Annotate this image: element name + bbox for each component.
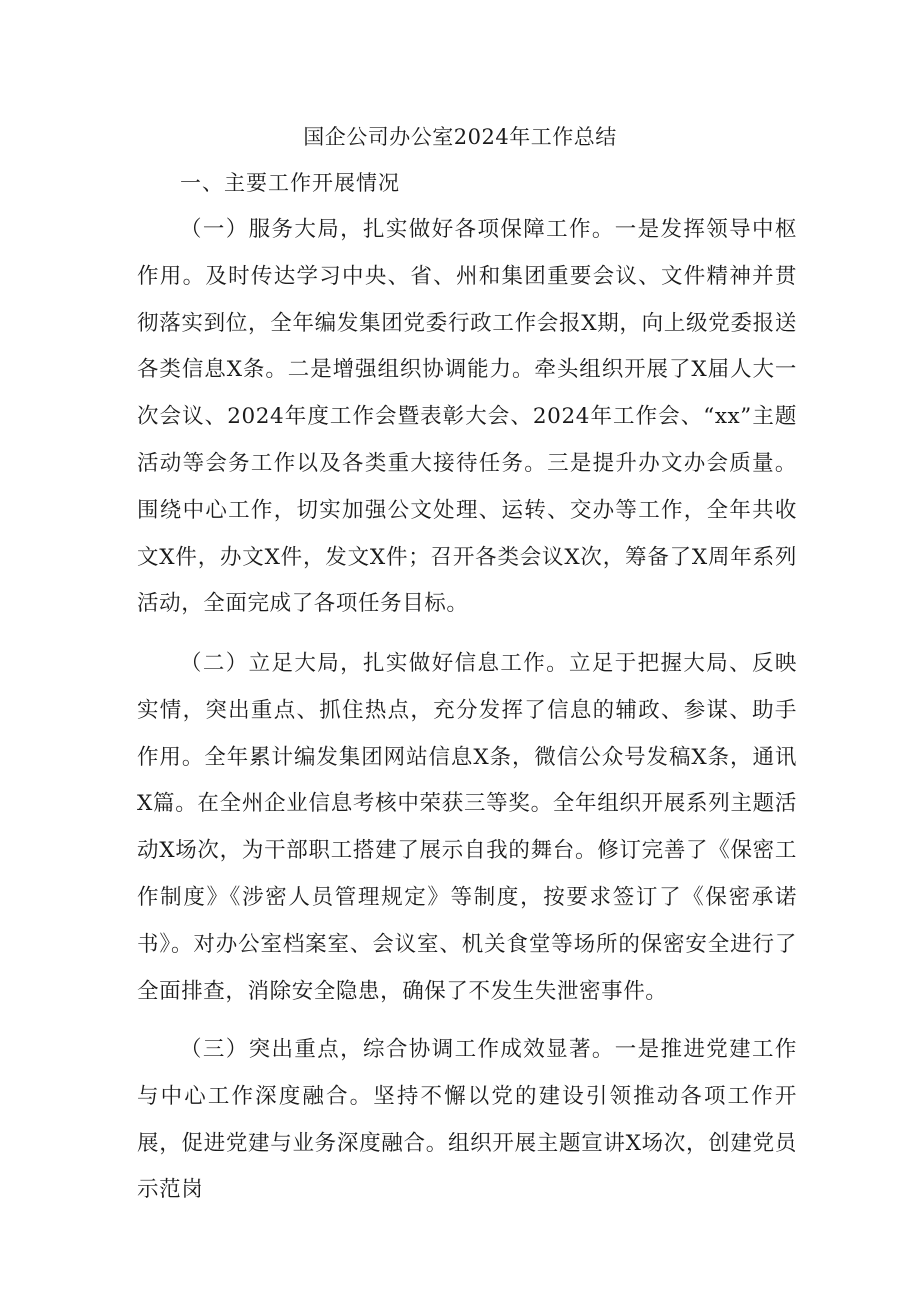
paragraph-coordination-work: （三）突出重点，综合协调工作成效显著。一是推进党建工作与中心工作深度融合。坚持不懈以党的建设引领推动各项工作开展，促进党建与业务深度融合。组织开展主题宣讲X场次，创建党员示范岗 bbox=[137, 1037, 797, 1203]
paragraph-service-overall: （一）服务大局，扎实做好各项保障工作。一是发挥领导中枢作用。及时传达学习中央、省、州和集团重要会议、文件精神并贯彻落实到位，全年编发集团党委行政工作会报X期，向上级党委报送各类信息X条。二是增强组织协调能力。牵头组织开展了X届人大一次会议、2024年度工作会暨表彰大会、2024年工作会、“xx”主题活动等会务工作以及各类重大接待任务。三是提升办文办会质量。围绕中心工作，切实加强公文处理、运转、交办等工作，全年共收文X件，办文X件，发文X件；召开各类会议X次，筹备了X周年系列活动，全面完成了各项任务目标。 bbox=[137, 217, 797, 617]
paragraph-information-work: （二）立足大局，扎实做好信息工作。立足于把握大局、反映实情，突出重点、抓住热点，充分发挥了信息的辅政、参谋、助手作用。全年累计编发集团网站信息X条，微信公众号发稿X条，通讯X篇。在全州企业信息考核中荣获三等奖。全年组织开展系列主题活动X场次，为干部职工搭建了展示自我的舞台。修订完善了《保密工作制度》《涉密人员管理规定》等制度，按要求签订了《保密承诺书》。对办公室档案室、会议室、机关食堂等场所的保密安全进行了全面排查，消除安全隐患，确保了不发生失泄密事件。 bbox=[137, 651, 797, 1004]
section-heading: 一、主要工作开展情况 bbox=[180, 171, 400, 195]
document-title: 国企公司办公室2024年工作总结 bbox=[303, 125, 617, 149]
